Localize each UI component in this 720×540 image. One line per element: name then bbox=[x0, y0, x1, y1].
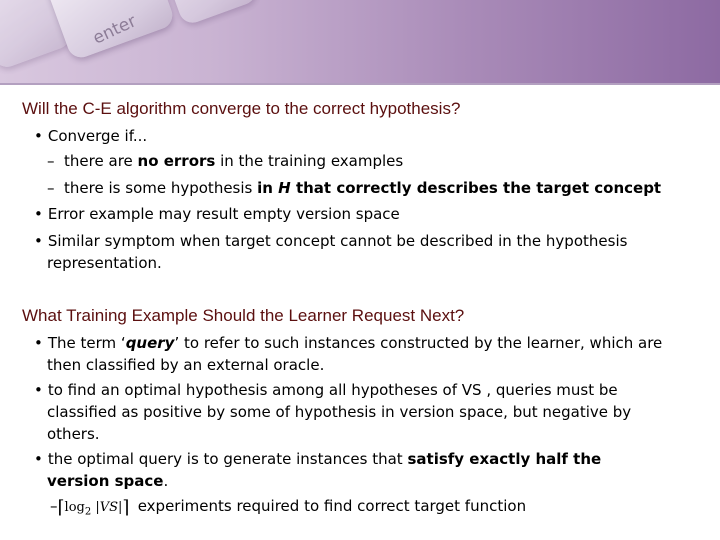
bold-text: satisfy exactly half the bbox=[407, 450, 602, 468]
bullet-query-term bbox=[34, 333, 662, 354]
bullet-optimal-hypothesis bbox=[34, 380, 618, 401]
bullet-continuation: then classified by an external oracle. bbox=[47, 356, 325, 374]
dash: – bbox=[47, 179, 55, 197]
bold-text: no errors bbox=[137, 152, 216, 170]
sub-bullet-experiments bbox=[50, 497, 526, 519]
bullet-text: Similar symptom when target concept cannot be described in the hypothesis bbox=[47, 232, 628, 250]
bold-text: in bbox=[257, 179, 279, 197]
dash: – bbox=[47, 152, 55, 170]
italic-text: H bbox=[278, 179, 291, 197]
dash: – bbox=[50, 497, 58, 515]
log-base: 2 bbox=[84, 506, 92, 518]
text: there is some hypothesis bbox=[64, 179, 258, 197]
section1-heading: Will the C-E algorithm converge to the correct hypothesis? bbox=[22, 99, 461, 118]
bullet-text: Error example may result empty version space bbox=[47, 205, 400, 223]
bullet-continuation: representation. bbox=[47, 254, 162, 272]
text: to find an optimal hypothesis among all hypotheses of bbox=[47, 381, 462, 399]
bullet-optimal-query bbox=[34, 449, 601, 470]
ceil-left-bracket: ⌈ bbox=[57, 497, 65, 518]
bullet-text: Converge if... bbox=[47, 127, 148, 145]
text: there are bbox=[64, 152, 138, 170]
bullet-converge-if bbox=[34, 126, 147, 147]
text: in the training examples bbox=[215, 152, 404, 170]
text: the optimal query is to generate instances that bbox=[47, 450, 408, 468]
italic-text: query bbox=[125, 334, 175, 352]
keyboard-key-image bbox=[160, 0, 259, 27]
bullet-continuation: classified as positive by some of hypothesis in version space, but negative by bbox=[47, 403, 632, 421]
text: experiments required to find correct target function bbox=[137, 497, 527, 515]
text: The term ‘ bbox=[47, 334, 126, 352]
enter-key-label: enter bbox=[89, 11, 140, 49]
bullet-similar-symptom bbox=[34, 231, 627, 252]
text: VS bbox=[461, 381, 482, 399]
sub-bullet-no-errors bbox=[47, 151, 403, 172]
bold-text: that correctly describes the target concept bbox=[290, 179, 662, 197]
bullet-continuation: others. bbox=[47, 425, 100, 443]
banner-divider bbox=[0, 83, 720, 85]
bold-text: version space bbox=[47, 472, 164, 490]
vs-size: |VS| bbox=[95, 500, 123, 515]
bullet-continuation bbox=[47, 471, 168, 492]
text: . bbox=[163, 472, 169, 490]
text: , queries must be bbox=[481, 381, 618, 399]
ceil-right-bracket: ⌉ bbox=[122, 497, 130, 518]
sub-bullet-hypothesis bbox=[47, 178, 661, 199]
section2-heading: What Training Example Should the Learner Request Next? bbox=[22, 306, 465, 325]
bullet-error-example bbox=[34, 204, 400, 225]
header-banner bbox=[0, 0, 720, 83]
log-symbol: log bbox=[64, 500, 85, 515]
text: ’ to refer to such instances constructed by the learner, which are bbox=[174, 334, 663, 352]
